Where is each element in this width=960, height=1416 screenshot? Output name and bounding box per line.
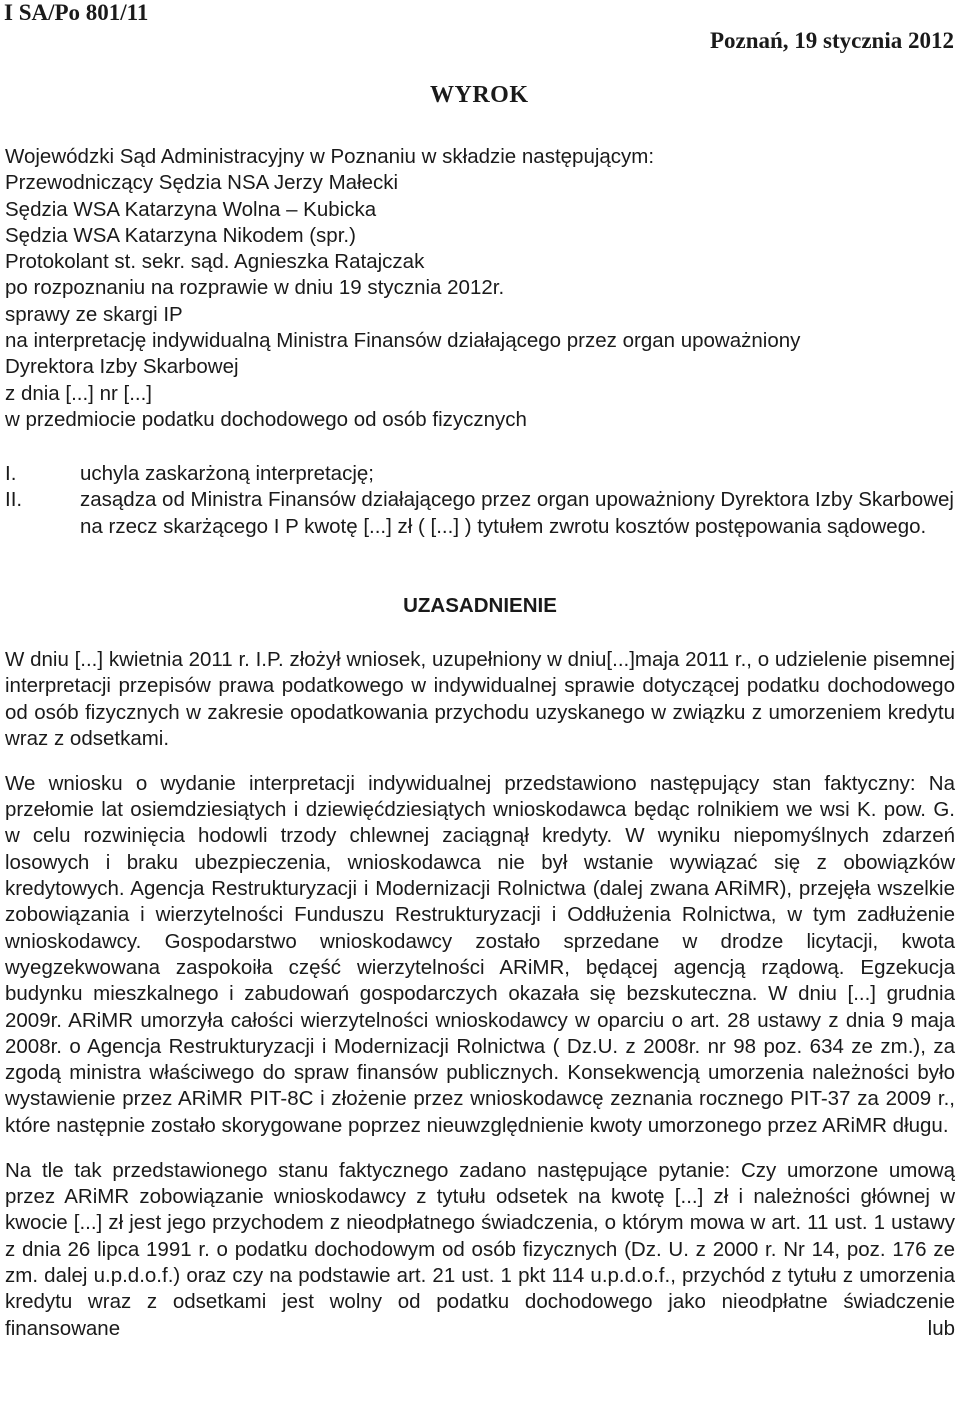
composition-line: w przedmiocie podatku dochodowego od osób fizycznych [5, 407, 527, 431]
ruling-text: uchyla zaskarżoną interpretację; [80, 462, 374, 485]
composition-line: Protokolant st. sekr. sąd. Agnieszka Ratajczak [5, 250, 425, 274]
ruling-item [5, 461, 955, 487]
ruling-text: zasądza od Ministra Finansów działającego przez organ upoważniony Dyrektora Izby Skarbowej na rzecz skarżącego I P kwotę [...] zł ( [...] ) tytułem zwrotu kosztów postępowania sądowego. [80, 488, 954, 538]
composition-line: Sędzia WSA Katarzyna Wolna – Kubicka [5, 197, 377, 221]
composition-line: po rozpoznaniu na rozprawie w dniu 19 stycznia 2012r. [5, 276, 505, 300]
court-composition [5, 144, 955, 433]
ruling-list [5, 461, 955, 540]
paragraph: We wniosku o wydanie interpretacji indywidualnej przedstawiono następujący stan faktyczny: Na przełomie lat osiemdziesiątych i dziewięćdziesiątych wnioskodawca będąc rolnikiem we wsi K. pow. G. w celu rozwinięcia hodowli trzody chlewnej zaciągnął kredyty. W wyniku niepomyślnych zdarzeń losowych i braku ubezpieczenia, wnioskodawca nie był wstanie wywiązać się z obowiązków kredytowych. Agencja Restrukturyzacji i Modernizacji Rolnictwa (dalej zwana ARiMR), przejęła wszelkie zobowiązania i wierzytelności Funduszu Restrukturyzacji i Oddłużenia Rolnictwa, w tym zadłużenie wnioskodawcy. Gospodarstwo wnioskodawcy zostało sprzedane w drodze licytacji, kwota wyegzekwowana zaspokoiła część wierzytelności ARiMR, będącej agencją rządową. Egzekucja budynku mieszkalnego i zabudowań gospodarczych okazała się bezskuteczna. W dniu [...] grudnia 2009r. ARiMR umorzyła całości wierzytelności wnioskodawcy w oparciu o art. 28 ustawy z dnia 9 maja 2008r. o Agencja Restrukturyzacji i Modernizacji Rolnictwa ( Dz.U. z 2008r. nr 98 poz. 634 ze zm.), za zgodą ministra właściwego do spraw finansów publicznych. Konsekwencją umorzenia należności było wystawienie przez ARiMR PIT-8C i złożenie przez wnioskodawcę zeznania rocznego PIT-37 za 2009 r., które następnie zostało skorygowane poprzez nieuwzględnienie kwoty umorzonego przez ARiMR długu. [5, 771, 955, 1137]
paragraph: Na tle tak przedstawionego stanu faktycznego zadano następujące pytanie: Czy umorzone umową przez ARiMR zobowiązanie wnioskodawcy z tytułu odsetek na kwotę [...] zł i należności głównej w kwocie [...] zł jest jego przychodem z nieodpłatnego świadczenia, o którym mowa w art. 11 ust. 1 ustawy z dnia 26 lipca 1991 r. o podatku dochodowym od osób fizycznych (Dz. U. z 2000 r. Nr 14, poz. 176 ze zm. dalej u.p.d.o.f.) oraz czy na podstawie art. 21 ust. 1 pkt 114 u.p.d.o.f., przychód z tytułu z umorzenia kredytu wraz z odsetkami jest wolny od podatku dochodowego jako nieodpłatne świadczenie finansowane lub [5, 1158, 955, 1340]
composition-line: Sędzia WSA Katarzyna Nikodem (spr.) [5, 223, 356, 247]
ruling-item [5, 487, 955, 540]
composition-line: na interpretację indywidualną Ministra Finansów działającego przez organ upoważniony [5, 329, 801, 353]
place-and-date: Poznań, 19 stycznia 2012 [709, 28, 954, 53]
composition-line: Wojewódzki Sąd Administracyjny w Poznaniu w składzie następującym: [5, 145, 655, 168]
composition-line: Dyrektora Izby Skarbowej [5, 355, 239, 379]
case-number: I SA/Po 801/11 [4, 0, 149, 25]
ruling-number: I. [5, 462, 17, 485]
justification-heading: UZASADNIENIE [403, 594, 557, 617]
justification-body [5, 647, 955, 1342]
ruling-number: II. [5, 488, 23, 512]
composition-line: sprawy ze skargi IP [5, 302, 183, 326]
document-title: WYROK [430, 82, 529, 108]
paragraph: W dniu [...] kwietnia 2011 r. I.P. złożył wniosek, uzupełniony w dniu[...]maja 2011 r., o udzielenie pisemnej interpretacji przepisów prawa podatkowego w indywidualnej sprawie dotyczącej podatku dochodowego od osób fizycznych w zakresie opodatkowania przychodu uzyskanego w związku z umorzeniem kredytu wraz z odsetkami. [5, 648, 955, 750]
composition-line: Przewodniczący Sędzia NSA Jerzy Małecki [5, 171, 399, 195]
composition-line: z dnia [...] nr [...] [5, 381, 152, 405]
